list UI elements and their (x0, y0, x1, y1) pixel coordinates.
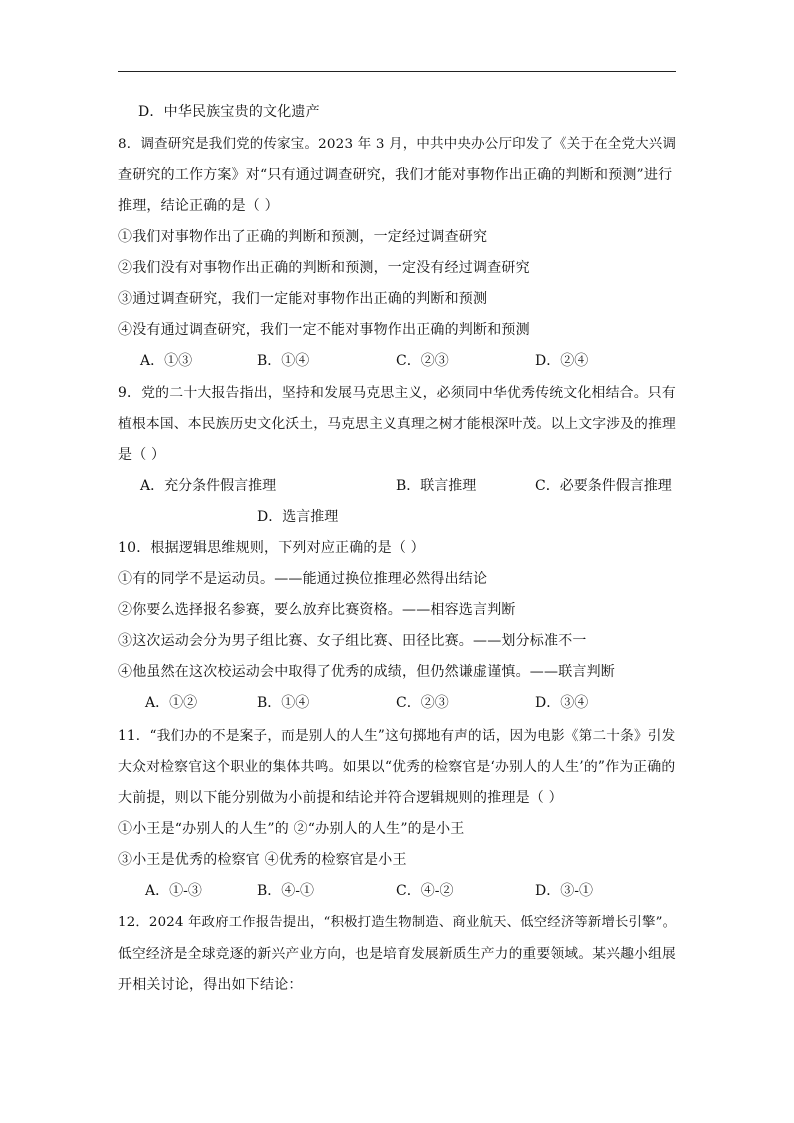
q8-stem-line-1: 8．调查研究是我们党的传家宝。2023 年 3 月，中共中央办公厅印发了《关于在全党大兴调 (118, 136, 677, 152)
q9-stem-line-1: 9．党的二十大报告指出，坚持和发展马克思主义，必须同中华优秀传统文化相结合。只有 (118, 385, 676, 401)
q10-option-b: B．①④ (257, 695, 310, 711)
q11-option-b: B．④-① (257, 883, 315, 899)
q11-statements-1-2: ①小王是“办别人的人生”的 ②“办别人的人生”的是小王 (118, 821, 465, 837)
q10-option-c: C．②③ (396, 695, 449, 711)
q9-option-b: B．联言推理 (396, 478, 477, 494)
q11-stem-line-3: 大前提，则以下能分别做为小前提和结论并符合逻辑规则的推理是（ ） (118, 790, 563, 806)
q9-option-d: D．选言推理 (257, 509, 339, 525)
q8-stem-line-3: 推理，结论正确的是（ ） (118, 198, 279, 214)
q11-option-d: D．③-① (535, 883, 593, 899)
q11-stem-line-2: 大众对检察官这个职业的集体共鸣。如果以“优秀的检察官是‘办别人的人生’的”作为正确的 (118, 759, 676, 775)
q8-option-a: A．①③ (140, 353, 193, 369)
q10-statement-1: ①有的同学不是运动员。——能通过换位推理必然得出结论 (118, 571, 488, 587)
q12-stem-line-1: 12．2024 年政府工作报告提出，“积极打造生物制造、商业航天、低空经济等新增长引擎”。 (118, 915, 677, 930)
q11-option-c: C．④-② (396, 883, 454, 899)
q11-stem-line-1: 11．“我们办的不是案子，而是别人的人生”这句掷地有声的话，因为电影《第二十条》引发 (118, 728, 676, 744)
q12-stem-line-3: 开相关讨论，得出如下结论： (118, 977, 303, 993)
q10-statement-4: ④他虽然在这次校运动会中取得了优秀的成绩，但仍然谦虚谨慎。——联言判断 (118, 664, 615, 680)
q8-statement-2: ②我们没有对事物作出正确的判断和预测，一定没有经过调查研究 (118, 260, 530, 276)
q8-statement-3: ③通过调查研究，我们一定能对事物作出正确的判断和预测 (118, 291, 488, 307)
q10-stem: 10．根据逻辑思维规则，下列对应正确的是（ ） (118, 540, 425, 556)
q8-option-c: C．②③ (396, 353, 449, 369)
header-rule (118, 71, 676, 72)
q10-option-a: A．①② (145, 695, 198, 711)
q9-stem-line-3: 是（ ） (118, 447, 166, 463)
q10-option-d: D．③④ (535, 695, 589, 711)
q11-option-a: A．①-③ (145, 883, 202, 899)
q8-statement-4: ④没有通过调查研究，我们一定不能对事物作出正确的判断和预测 (118, 322, 530, 338)
q9-option-a: A．充分条件假言推理 (140, 478, 277, 494)
q8-stem-line-2: 查研究的工作方案》对“只有通过调查研究，我们才能对事物作出正确的判断和预测”进行 (118, 167, 673, 183)
q9-option-c: C．必要条件假言推理 (535, 478, 672, 494)
q10-statement-3: ③这次运动会分为男子组比赛、女子组比赛、田径比赛。——划分标准不一 (118, 633, 587, 649)
q8-statement-1: ①我们对事物作出了正确的判断和预测，一定经过调查研究 (118, 229, 488, 245)
q10-statement-2: ②你要么选择报名参赛，要么放弃比赛资格。——相容选言判断 (118, 602, 516, 618)
q7-option-d: D．中华民族宝贵的文化遗产 (138, 104, 320, 120)
q9-stem-line-2: 植根本国、本民族历史文化沃土，马克思主义真理之树才能根深叶茂。以上文字涉及的推理 (118, 416, 677, 432)
q12-stem-line-2: 低空经济是全球竞逐的新兴产业方向，也是培育发展新质生产力的重要领域。某兴趣小组展 (118, 946, 677, 962)
q11-statements-3-4: ③小王是优秀的检察官 ④优秀的检察官是小王 (118, 852, 407, 868)
q8-option-b: B．①④ (257, 353, 310, 369)
q8-option-d: D．②④ (535, 353, 589, 369)
